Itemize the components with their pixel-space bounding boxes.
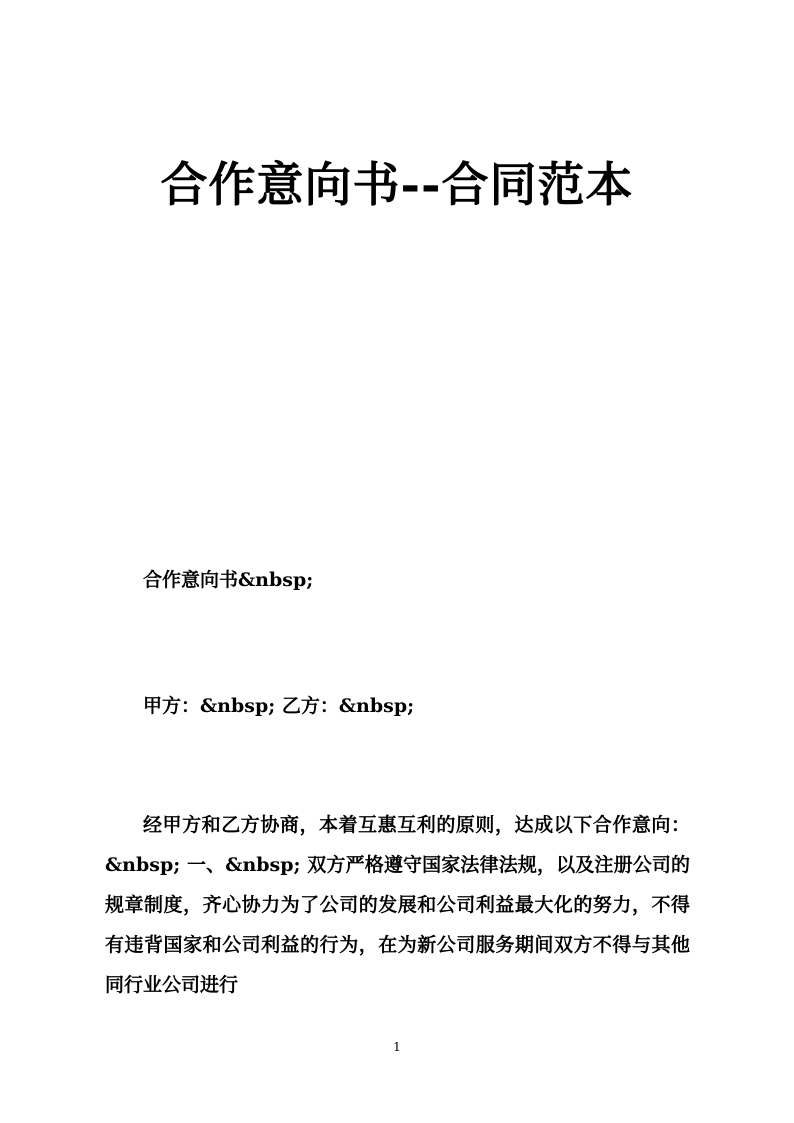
page-title: 合作意向书--合同范本 <box>160 158 634 214</box>
page-number: 1 <box>393 1040 401 1054</box>
main-paragraph: 经甲方和乙方协商，本着互惠互利的原则，达成以下合作意向：&nbsp; 一、&nbsp; 双方严格遵守国家法律法规，以及注册公司的规章制度，齐心协力为了公司的发展和公司利益最大化的努力，不得有违背国家和公司利益的行为，在为新公司服务期间双方不得与其他同行业公司进行 <box>105 814 690 996</box>
parties-line: 甲方：&nbsp; 乙方：&nbsp; <box>143 695 415 717</box>
document-subtitle-line: 合作意向书&nbsp; <box>143 569 314 591</box>
